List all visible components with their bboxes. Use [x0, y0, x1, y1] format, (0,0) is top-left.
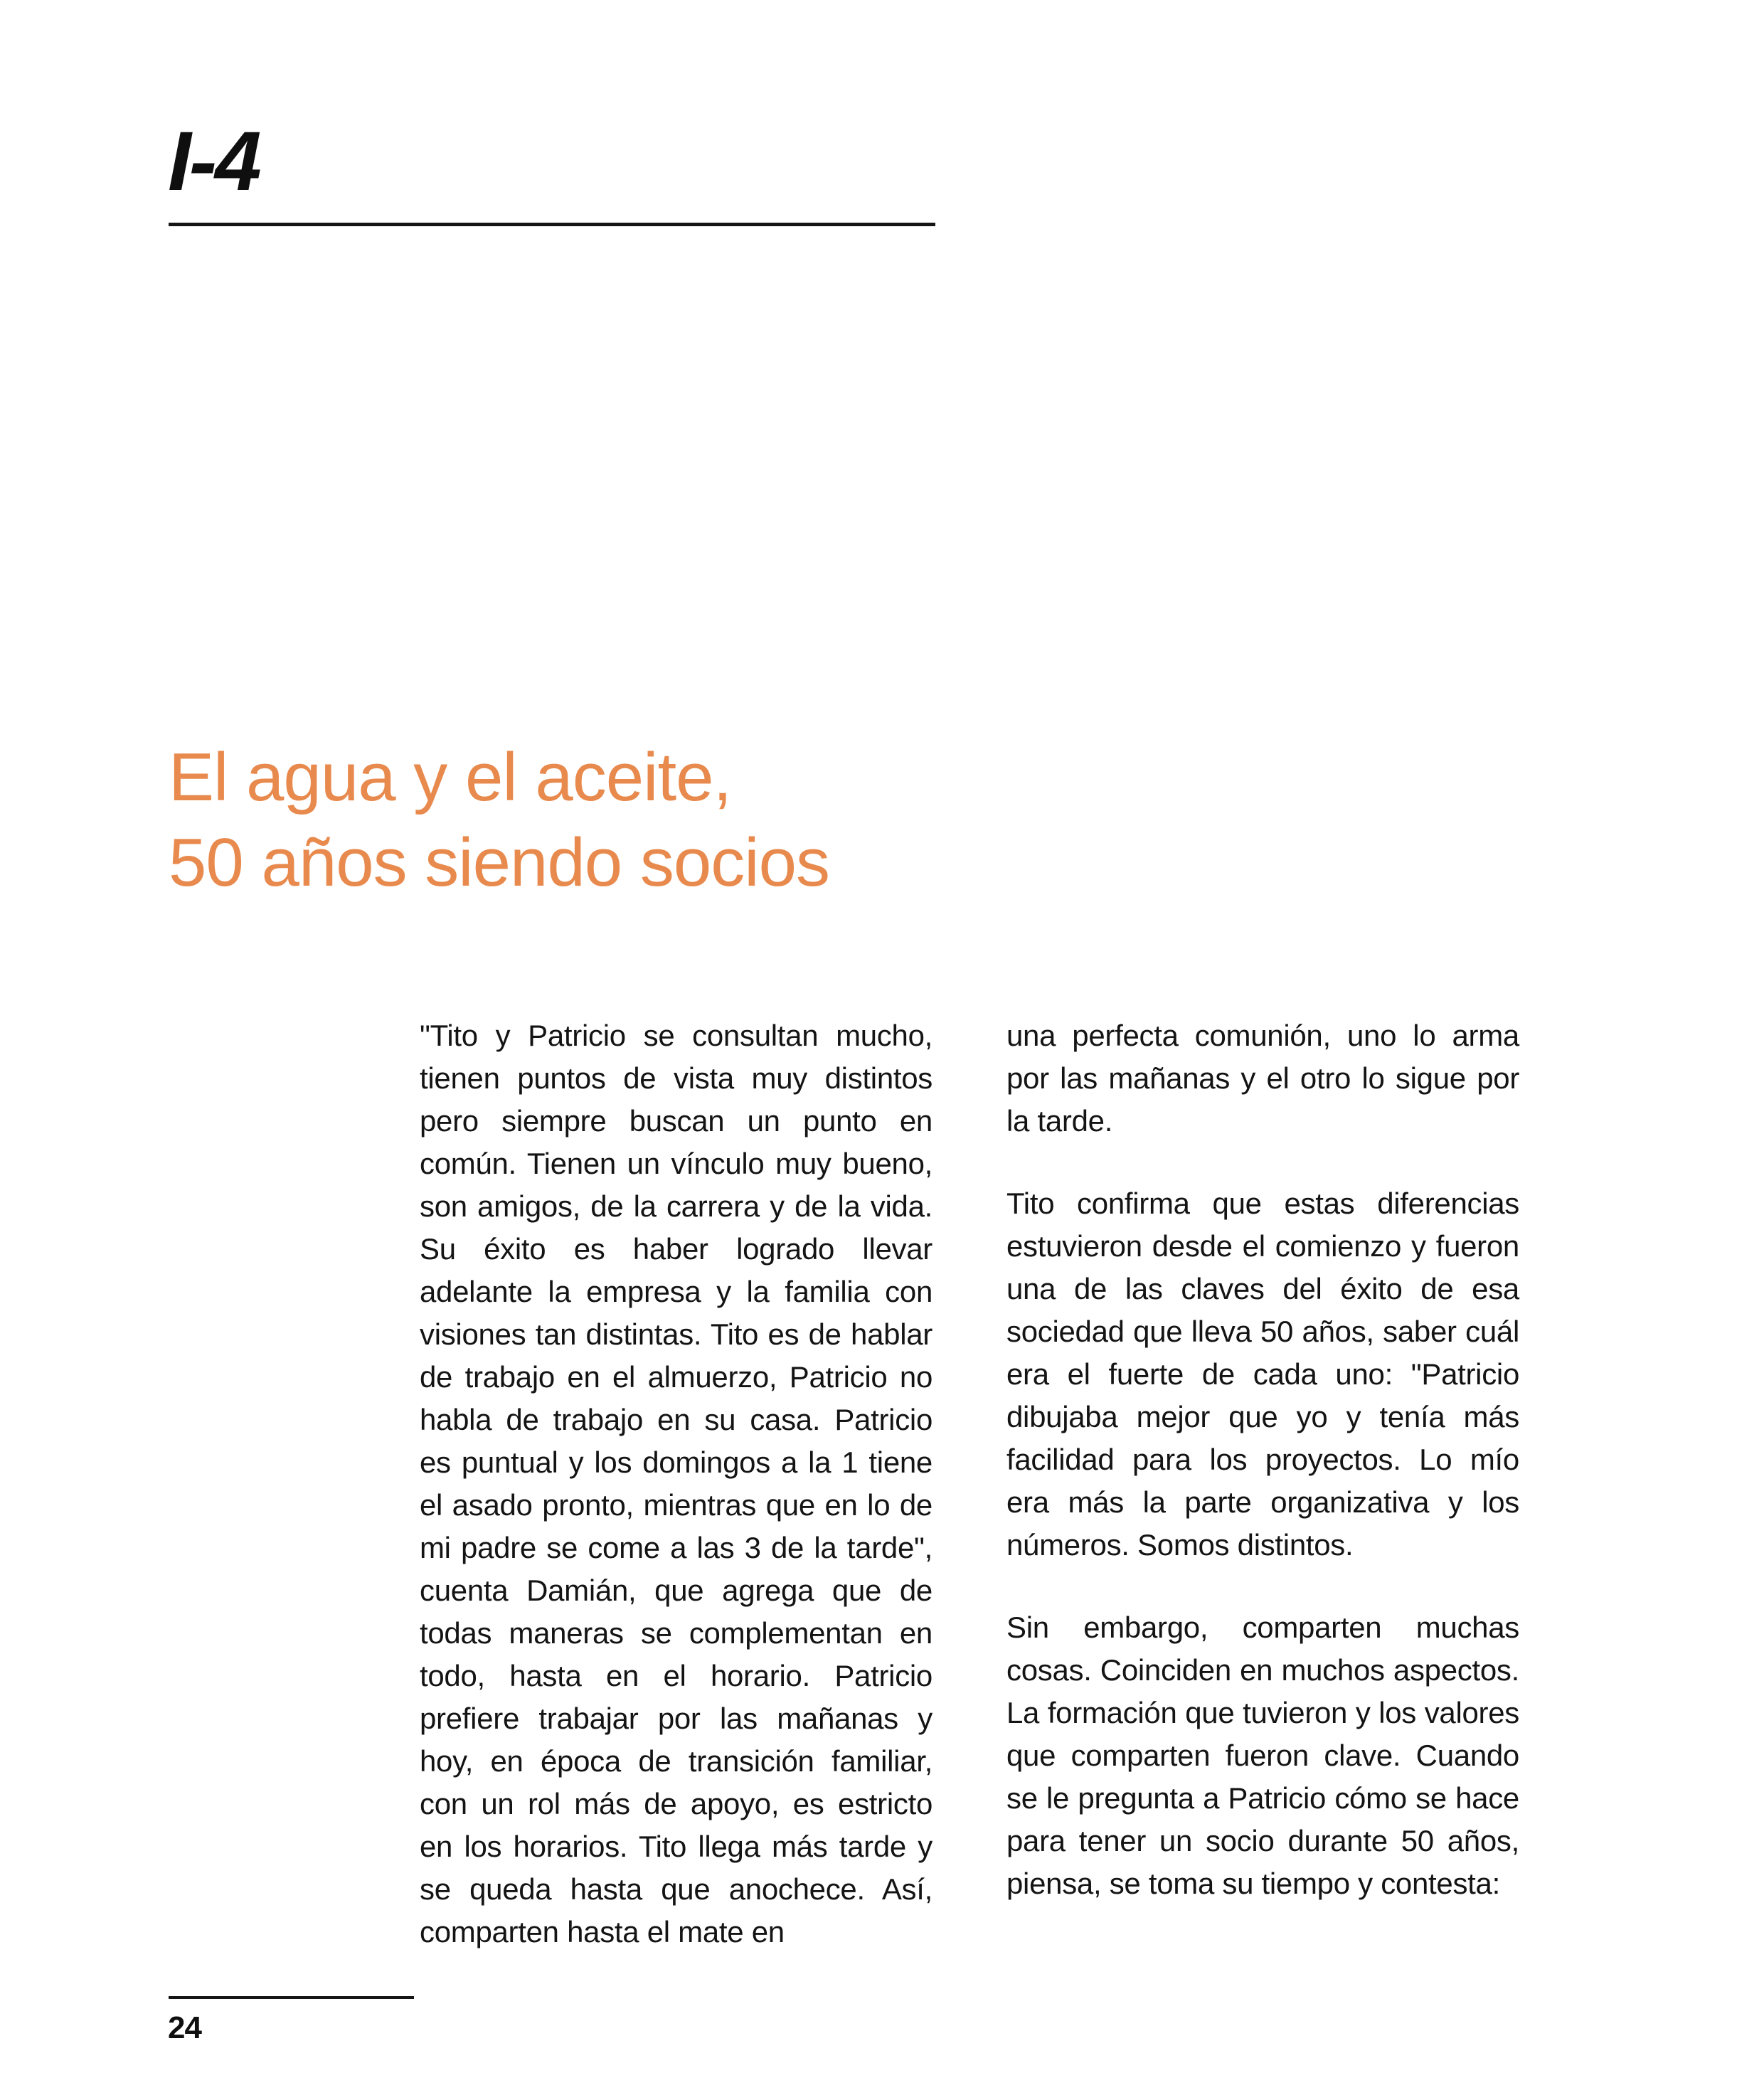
text-column-right	[1006, 1014, 1519, 1953]
text-column-left	[420, 1014, 933, 1953]
chapter-rule-line	[169, 223, 935, 226]
paragraph: "Tito y Patricio se consultan mucho, tienen puntos de vista muy distintos pero siempre buscan un punto en común. Tienen un vínculo muy bueno, son amigos, de la carrera y de la vida. Su éxito es haber logrado llevar adelante la empresa y la familia con visiones tan distintas. Tito es de hablar de trabajo en el almuerzo, Patricio no habla de trabajo en su casa. Patricio es puntual y los domingos a la 1 tiene el asado pronto, mientras que en lo de mi padre se come a las 3 de la tarde", cuenta Damián, que agrega que de todas maneras se complementan en todo, hasta en el horario. Patricio prefiere trabajar por las mañanas y hoy, en época de transición familiar, con un rol más de apoyo, es estricto en los horarios. Tito llega más tarde y se queda hasta que anochece. Así, comparten hasta el mate en	[420, 1019, 933, 1948]
paragraph: Sin embargo, comparten muchas cosas. Coinciden en muchos aspectos. La formación que tuvieron y los valores que comparten fueron clave. Cuando se le pregunta a Patricio cómo se hace para tener un socio durante 50 años, piensa, se toma su tiempo y contesta:	[1006, 1611, 1519, 1900]
paragraph: Tito confirma que estas diferencias estuvieron desde el comienzo y fueron una de las claves del éxito de esa sociedad que lleva 50 años, saber cuál era el fuerte de cada uno: "Patricio dibujaba mejor que yo y tenía más facilidad para los proyectos. Lo mío era más la parte organizativa y los números. Somos distintos.	[1006, 1187, 1519, 1561]
page-number: 24	[168, 2010, 201, 2045]
article-title	[169, 735, 829, 906]
article-body	[420, 1014, 1519, 1953]
chapter-label: I-4	[168, 115, 260, 208]
paragraph: una perfecta comunión, uno lo arma por las mañanas y el otro lo sigue por la tarde.	[1006, 1019, 1519, 1138]
footer-rule-line	[169, 1996, 414, 1999]
article-title-line1: El agua y el aceite,	[169, 739, 732, 815]
article-title-line2: 50 años siendo socios	[169, 824, 829, 901]
